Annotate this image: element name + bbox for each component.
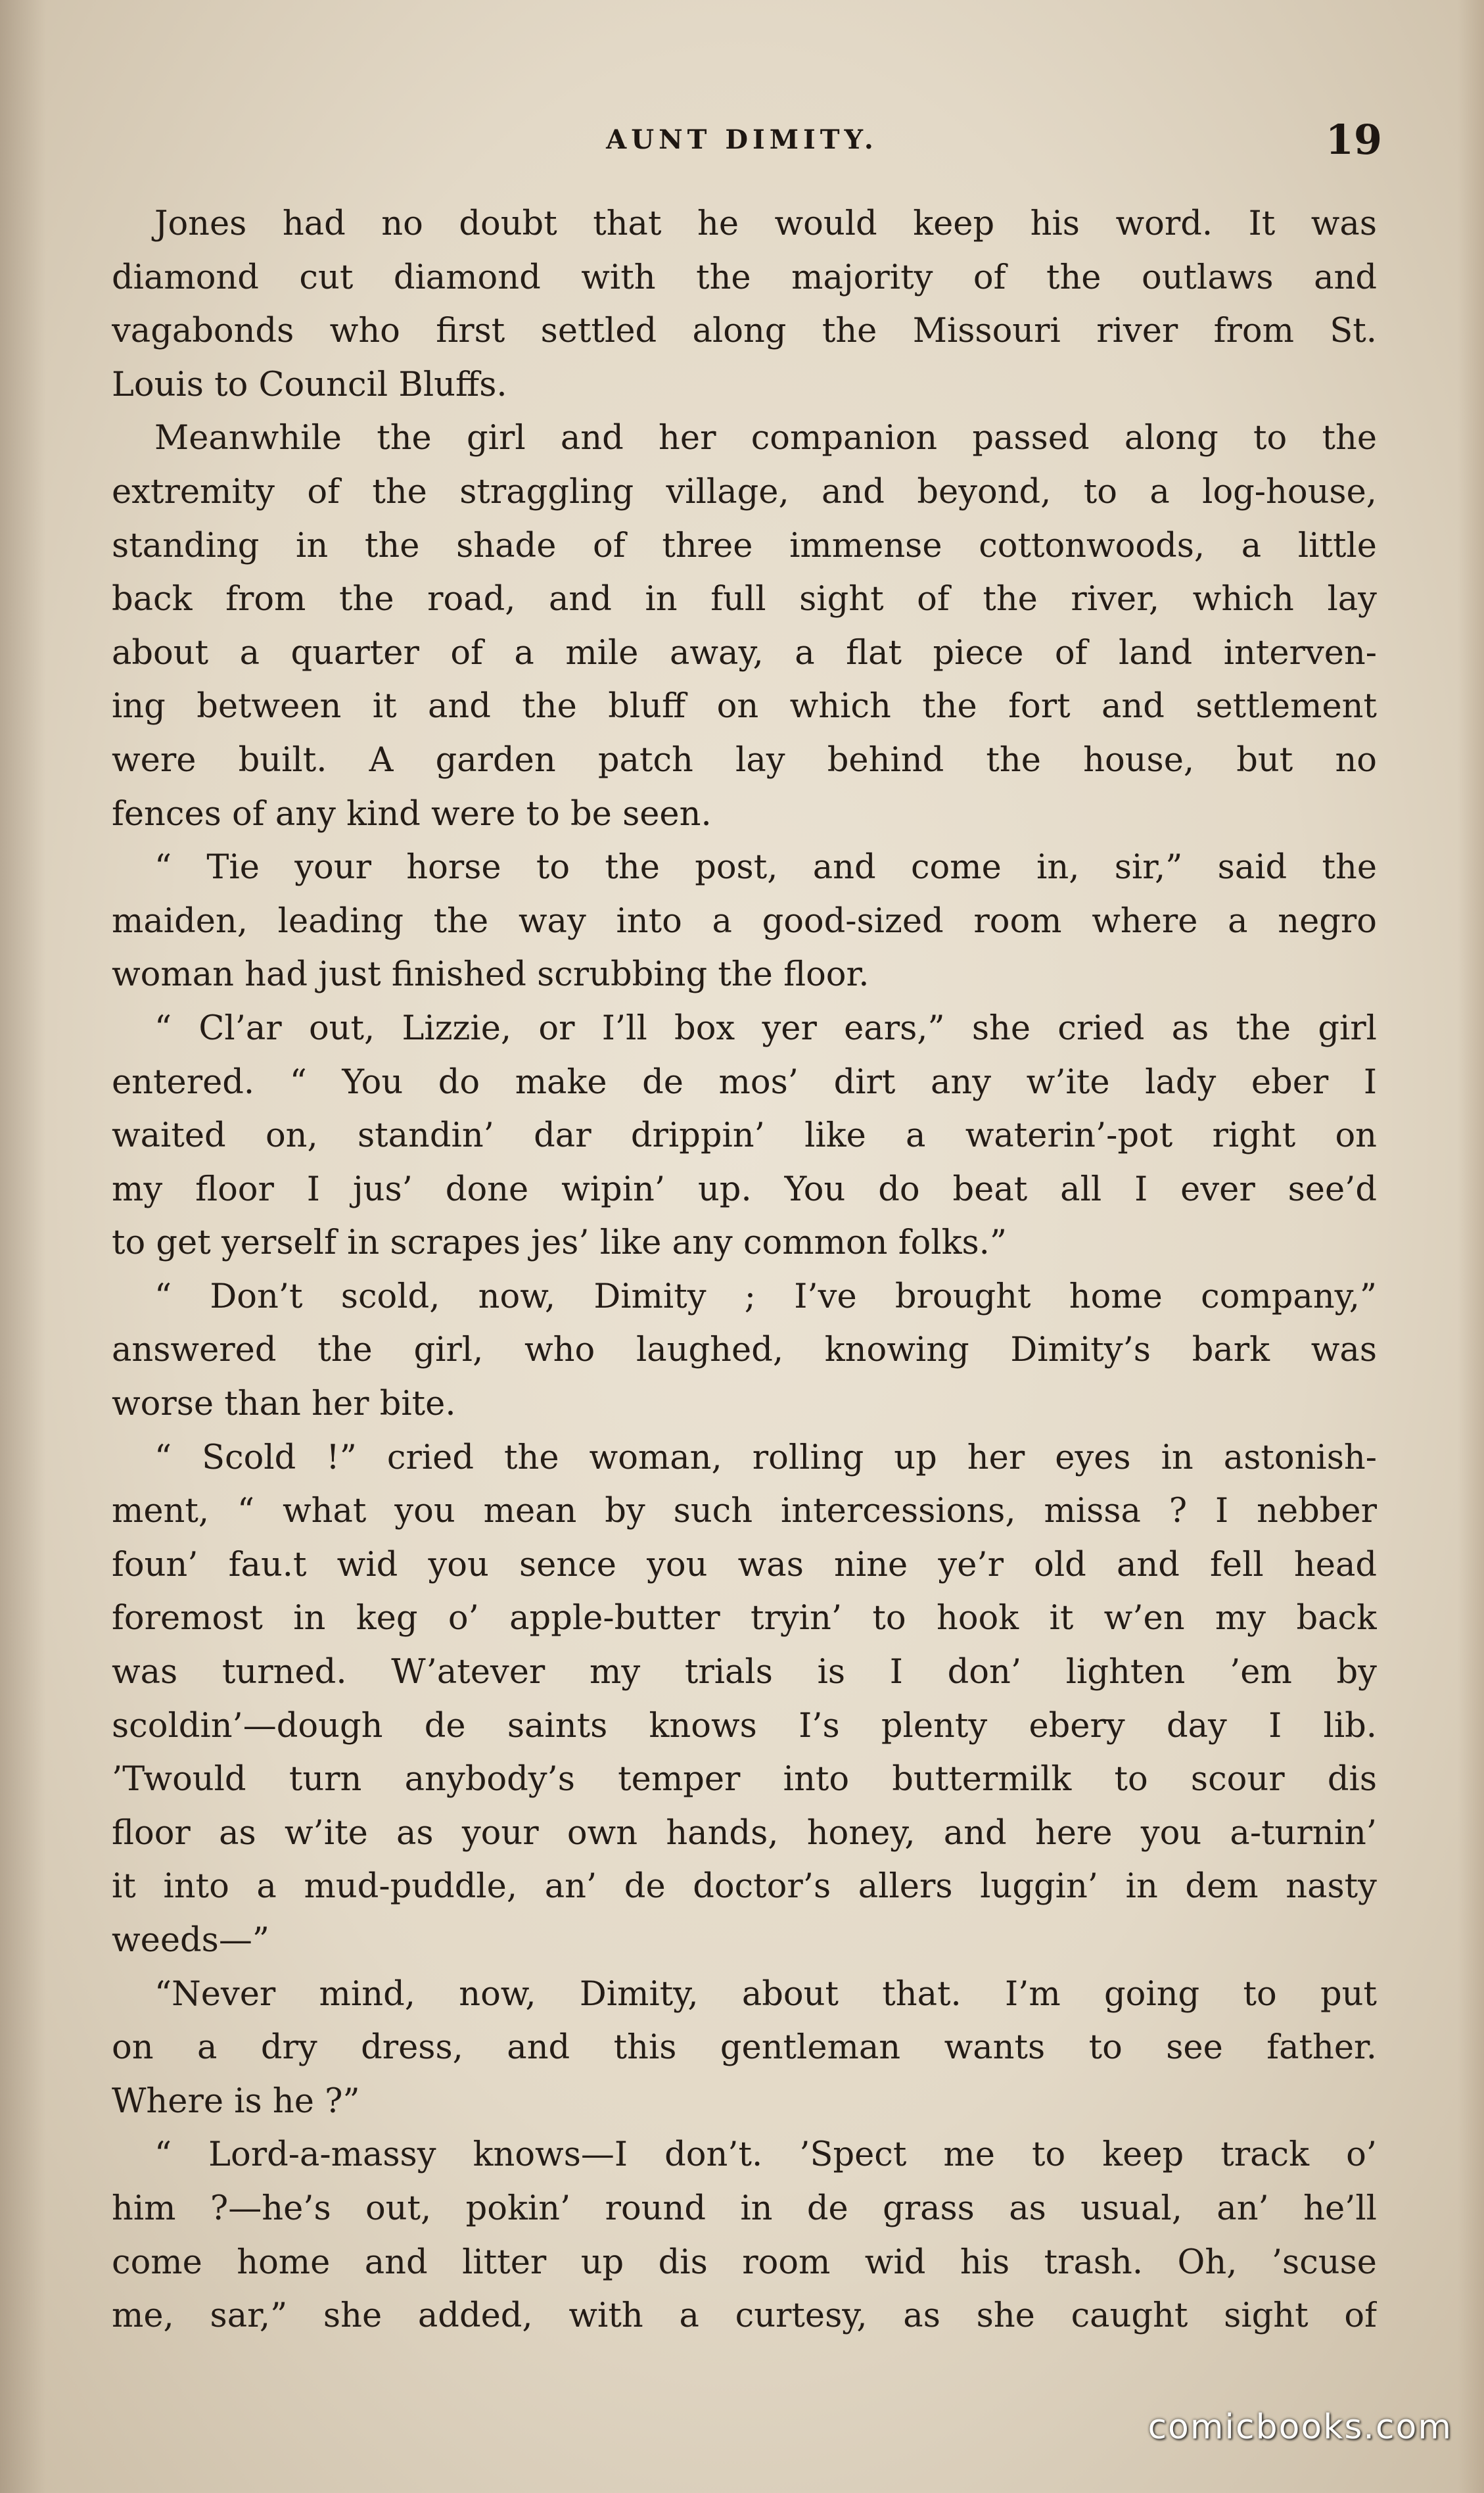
text-line: “ Don’t scold, now, Dimity ; I’ve brought home company,”	[154, 1277, 1377, 1316]
text-line: vagabonds who first settled along the Missouri river from St.	[112, 312, 1377, 351]
text-line: ing between it and the bluff on which the fort and settlement	[112, 687, 1377, 726]
text-line: my floor I jus’ done wipin’ up. You do beat all I ever see’d	[112, 1170, 1377, 1209]
watermark: comicbooks.com	[1148, 2408, 1452, 2447]
text-line: Meanwhile the girl and her companion passed along to the	[154, 419, 1377, 458]
text-line: scoldin’—dough de saints knows I’s plenty ebery day I lib.	[112, 1706, 1377, 1745]
text-line: answered the girl, who laughed, knowing Dimity’s bark was	[112, 1331, 1377, 1370]
text-line: worse than her bite.	[112, 1385, 456, 1424]
text-line: maiden, leading the way into a good-sized room where a negro	[112, 901, 1377, 941]
text-line: “ Lord-a-massy knows—I don’t. ’Spect me to keep track o’	[154, 2135, 1377, 2175]
body-text	[112, 197, 1377, 2343]
text-line: ’Twould turn anybody’s temper into buttermilk to scour dis	[112, 1760, 1377, 1799]
text-line: woman had just finished scrubbing the floor.	[112, 955, 870, 995]
text-line: diamond cut diamond with the majority of the outlaws and	[112, 258, 1377, 297]
text-line: Louis to Council Bluffs.	[112, 365, 507, 404]
text-line: it into a mud-puddle, an’ de doctor’s allers luggin’ in dem nasty	[112, 1867, 1377, 1907]
text-line: floor as w’ite as your own hands, honey, and here you a-turnin’	[112, 1813, 1377, 1853]
text-line: Where is he ?”	[112, 2081, 360, 2121]
text-line: ment, “ what you mean by such intercessions, missa ? I nebber	[112, 1492, 1377, 1531]
text-line: “ Tie your horse to the post, and come in, sir,” said the	[154, 848, 1377, 888]
text-line: foun’ fau.t wid you sence you was nine ye’r old and fell head	[112, 1545, 1377, 1584]
text-line: to get yerself in scrapes jes’ like any common folks.”	[112, 1223, 1007, 1263]
text-line: entered. “ You do make de mos’ dirt any w’ite lady eber I	[112, 1062, 1377, 1102]
text-line: fences of any kind were to be seen.	[112, 794, 712, 834]
text-line: was turned. W’atever my trials is I don’ lighten ’em by	[112, 1653, 1377, 1692]
text-line: about a quarter of a mile away, a flat piece of land interven-	[112, 633, 1377, 673]
text-line: waited on, standin’ dar drippin’ like a waterin’-pot right on	[112, 1116, 1377, 1156]
spine-shadow	[0, 0, 46, 2493]
text-line: me, sar,” she added, with a curtesy, as she caught sight of	[112, 2296, 1377, 2336]
page-number: 19	[1325, 116, 1382, 164]
text-line: extremity of the straggling village, and beyond, to a log-house,	[112, 472, 1377, 511]
text-line: standing in the shade of three immense cottonwoods, a little	[112, 526, 1377, 565]
text-line: were built. A garden patch lay behind the house, but no	[112, 740, 1377, 780]
text-line: him ?—he’s out, pokin’ round in de grass as usual, an’ he’ll	[112, 2189, 1377, 2228]
page-header	[0, 117, 1484, 163]
text-line: foremost in keg o’ apple-butter tryin’ to hook it w’en my back	[112, 1599, 1377, 1638]
text-line: come home and litter up dis room wid his trash. Oh, ’scuse	[112, 2243, 1377, 2282]
text-line: “Never mind, now, Dimity, about that. I’m going to put	[154, 1974, 1377, 2014]
running-title: AUNT DIMITY.	[606, 124, 878, 155]
text-line: weeds—”	[112, 1921, 269, 1960]
page-edge	[1458, 0, 1484, 2493]
text-line: Jones had no doubt that he would keep his word. It was	[154, 204, 1377, 243]
text-line: back from the road, and in full sight of the river, which lay	[112, 580, 1377, 619]
text-line: “ Cl’ar out, Lizzie, or I’ll box yer ears,” she cried as the girl	[154, 1009, 1377, 1048]
text-line: on a dry dress, and this gentleman wants to see father.	[112, 2028, 1377, 2068]
text-line: “ Scold !” cried the woman, rolling up her eyes in astonish-	[154, 1438, 1377, 1477]
